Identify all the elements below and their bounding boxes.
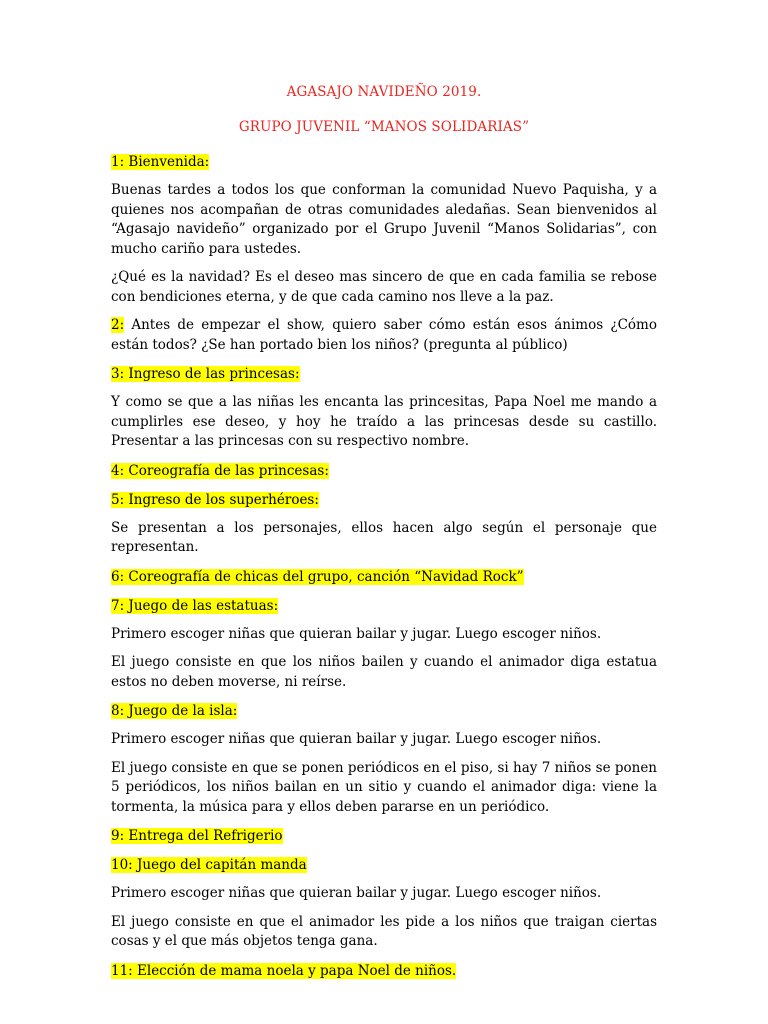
paragraph-superheroes: Se presentan a los personajes, ellos hacen algo según el personaje que representan. bbox=[111, 519, 657, 555]
section-heading-princesas bbox=[111, 364, 657, 384]
paragraph-estatuas-2: El juego consiste en que los niños bailen y cuando el animador diga estatua estos no deben moverse, ni reírse. bbox=[111, 654, 657, 690]
highlighted-heading-text: 9: Entrega del Refrigerio bbox=[111, 828, 283, 844]
paragraph-isla-2: El juego consiste en que se ponen periódicos en el piso, si hay 7 niños se ponen 5 periódicos, los niños bailan en un sitio y cuando el animador diga: viene la tormenta, la música para y ellos deben pararse en un periódico. bbox=[111, 759, 657, 815]
paragraph-welcome: Buenas tardes a todos los que conforman la comunidad Nuevo Paquisha, y a quienes nos acompañan de otras comunidades aledañas. Sean bienvenidos al “Agasajo navideño” organizado por el Grupo Juvenil “Manos Solidarias”, con mucho cariño para ustedes. bbox=[111, 182, 657, 257]
paragraph-isla-1: Primero escoger niñas que quieran bailar y jugar. Luego escoger niños. bbox=[111, 731, 602, 747]
document-subtitle: GRUPO JUVENIL “MANOS SOLIDARIAS” bbox=[238, 119, 530, 135]
paragraph-navidad: ¿Qué es la navidad? Es el deseo mas sincero de que en cada familia se rebose con bendiciones eterna, y de que cada camino nos lleve a la paz. bbox=[111, 269, 657, 305]
highlighted-heading-text: 6: Coreografía de chicas del grupo, canción “Navidad Rock” bbox=[111, 568, 524, 585]
highlighted-heading-text: 4: Coreografía de las princesas: bbox=[111, 462, 329, 479]
section-2-text: Antes de empezar el show, quiero saber cómo están esos ánimos ¿Cómo están todos? ¿Se han portado bien los niños? (pregunta al público) bbox=[111, 317, 657, 353]
highlighted-heading-text: 1: Bienvenida: bbox=[111, 154, 210, 170]
section-heading-isla bbox=[111, 701, 657, 721]
section-heading-capitan bbox=[111, 855, 657, 875]
paragraph-section-2 bbox=[111, 316, 657, 355]
highlighted-heading-text: 11: Elección de mama noela y papa Noel de niños. bbox=[111, 962, 457, 979]
section-heading-estatuas bbox=[111, 596, 657, 616]
paragraph-estatuas-1: Primero escoger niñas que quieran bailar y jugar. Luego escoger niños. bbox=[111, 625, 602, 642]
section-heading-superheroes bbox=[111, 490, 657, 510]
section-heading-refrigerio bbox=[111, 826, 657, 846]
document-title: AGASAJO NAVIDEÑO 2019. bbox=[286, 84, 482, 100]
section-heading-eleccion bbox=[111, 961, 657, 981]
highlighted-heading-text: 7: Juego de las estatuas: bbox=[111, 597, 279, 614]
highlighted-heading-text: 10: Juego del capitán manda bbox=[111, 857, 307, 873]
highlighted-heading-text: 5: Ingreso de los superhéroes: bbox=[111, 491, 319, 508]
paragraph-capitan-1: Primero escoger niñas que quieran bailar y jugar. Luego escoger niños. bbox=[111, 885, 602, 901]
paragraph-princesas: Y como se que a las niñas les encanta las princesitas, Papa Noel me mando a cumplirles ese deseo, y hoy he traído a las princesas desde su castillo. Presentar a las princesas con su respectivo nombre. bbox=[111, 394, 657, 449]
section-heading-coreografia-chicas bbox=[111, 567, 657, 587]
section-heading-coreografia-princesas bbox=[111, 461, 657, 481]
section-number-2: 2: bbox=[111, 317, 125, 333]
paragraph-capitan-2: El juego consiste en que el animador les pide a los niños que traigan ciertas cosas y el que más objetos tenga gana. bbox=[111, 913, 657, 949]
highlighted-heading-text: 3: Ingreso de las princesas: bbox=[111, 366, 300, 382]
highlighted-heading-text: 8: Juego de la isla: bbox=[111, 703, 238, 719]
section-heading-bienvenida bbox=[111, 152, 657, 172]
